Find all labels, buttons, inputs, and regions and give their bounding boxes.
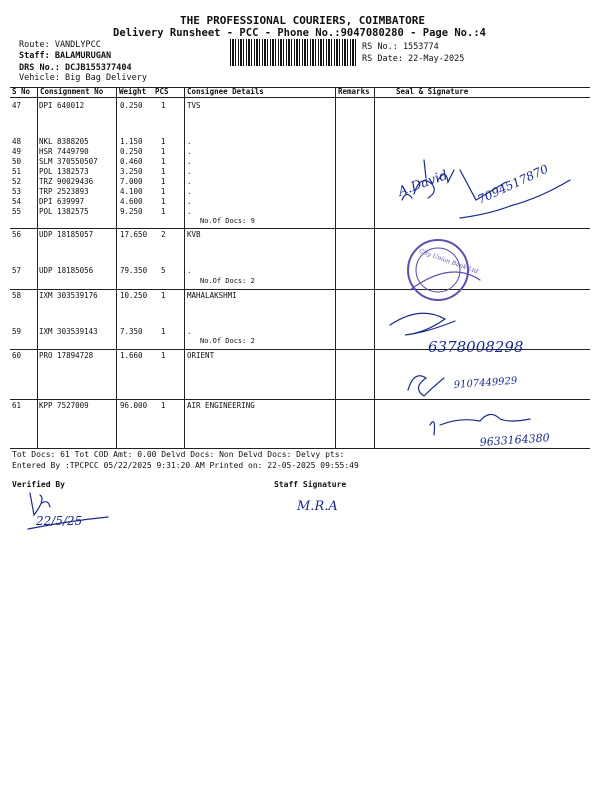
- row-pcs: 5: [161, 266, 166, 275]
- docs-count: No.Of Docs: 2: [200, 277, 255, 285]
- row-pcs: 1: [161, 157, 166, 166]
- runsheet-subtitle: Delivery Runsheet - PCC - Phone No.:9047080280 - Page No.:4: [113, 27, 486, 39]
- docs-count: No.Of Docs: 2: [200, 337, 255, 345]
- row-consignment: DPI 640012: [39, 101, 85, 110]
- col-consignment: Consignment No: [40, 87, 104, 96]
- row-weight: 1.660: [120, 351, 143, 360]
- rs-date: RS Date: 22-May-2025: [362, 54, 465, 64]
- row-sno: 61: [12, 401, 22, 410]
- row-pcs: 1: [161, 401, 166, 410]
- svg-text:6378008298: 6378008298: [428, 338, 524, 356]
- row-pcs: 1: [161, 207, 166, 216]
- consignee-name: MAHALAKSHMI: [187, 291, 237, 300]
- row-consignment: NKL 8388205: [39, 137, 89, 146]
- company-title: THE PROFESSIONAL COURIERS, COIMBATORE: [180, 14, 426, 27]
- row-weight: 7.000: [120, 177, 143, 186]
- totals-line: Tot Docs: 61 Tot COD Amt: 0.00 Delvd Docs: Non Delvd Docs: Delvy pts:: [12, 450, 345, 459]
- row-consignment: HSR 7449790: [39, 147, 89, 156]
- row-consignment: POL 1382573: [39, 167, 89, 176]
- row-consignment: IXM 303539143: [39, 327, 98, 336]
- consignee-name: AIR ENGINEERING: [187, 401, 255, 410]
- row-sno: 59: [12, 327, 22, 336]
- col-consignee: Consignee Details: [187, 87, 264, 96]
- consignee-name: TVS: [187, 101, 201, 110]
- row-pcs: 1: [161, 327, 166, 336]
- row-weight: 96.000: [120, 401, 148, 410]
- row-pcs: 2: [161, 230, 166, 239]
- row-weight: 79.350: [120, 266, 148, 275]
- row-consignment: KPP 7527009: [39, 401, 89, 410]
- row-consignment: UDP 18185057: [39, 230, 94, 239]
- route-label: Route: VANDLYPCC: [19, 40, 101, 50]
- row-consignee-mark: .: [187, 187, 192, 196]
- row-sno: 50: [12, 157, 22, 166]
- svg-text:22/5/25: 22/5/25: [36, 514, 83, 528]
- svg-text:9107449929: 9107449929: [453, 375, 518, 391]
- barcode: [230, 39, 356, 66]
- row-pcs: 1: [161, 147, 166, 156]
- row-consignment: PRO 17894728: [39, 351, 94, 360]
- row-consignee-mark: .: [187, 266, 192, 275]
- row-pcs: 1: [161, 291, 166, 300]
- staff-signature: [295, 490, 365, 520]
- row-consignee-mark: .: [187, 167, 192, 176]
- consignee-name: ORIENT: [187, 351, 215, 360]
- row-weight: 0.460: [120, 157, 143, 166]
- col-weight: Weight: [119, 87, 147, 96]
- svg-text:7094517870: 7094517870: [475, 161, 551, 207]
- row-weight: 0.250: [120, 147, 143, 156]
- row-pcs: 1: [161, 351, 166, 360]
- row-consignment: TRZ 90029436: [39, 177, 94, 186]
- row-weight: 0.250: [120, 101, 143, 110]
- rs-number: RS No.: 1553774: [362, 42, 439, 52]
- entered-by-line: Entered By :TPCPCC 05/22/2025 9:31:20 AM Printed on: 22-05-2025 09:55:49: [12, 461, 359, 470]
- row-weight: 4.100: [120, 187, 143, 196]
- row-sno: 60: [12, 351, 22, 360]
- row-consignee-mark: .: [187, 177, 192, 186]
- row-sno: 56: [12, 230, 22, 239]
- svg-text:9633164380: 9633164380: [479, 431, 551, 449]
- row-pcs: 1: [161, 197, 166, 206]
- row-sno: 55: [12, 207, 22, 216]
- row-sno: 54: [12, 197, 22, 206]
- col-remarks: Remarks: [338, 87, 370, 96]
- row-weight: 3.250: [120, 167, 143, 176]
- col-seal-signature: Seal & Signature: [396, 87, 469, 96]
- svg-text:M.R.A: M.R.A: [297, 499, 338, 514]
- row-consignment: POL 1382575: [39, 207, 89, 216]
- row-weight: 9.250: [120, 207, 143, 216]
- row-weight: 7.350: [120, 327, 143, 336]
- row-consignment: UDP 18185056: [39, 266, 94, 275]
- row-consignment: TRP 2523893: [39, 187, 89, 196]
- row-consignee-mark: .: [187, 147, 192, 156]
- row-sno: 49: [12, 147, 22, 156]
- col-sno: S No: [12, 87, 31, 96]
- row-weight: 4.600: [120, 197, 143, 206]
- row-pcs: 1: [161, 137, 166, 146]
- row-weight: 17.650: [120, 230, 148, 239]
- row-consignee-mark: .: [187, 197, 192, 206]
- row-sno: 47: [12, 101, 22, 110]
- row-consignment: DPI 639997: [39, 197, 85, 206]
- row-consignee-mark: .: [187, 207, 192, 216]
- row-sno: 58: [12, 291, 22, 300]
- drs-label: DRS No.: DCJB155377404: [19, 63, 132, 73]
- verified-signature: [20, 485, 140, 535]
- vehicle-label: Vehicle: Big Bag Delivery: [19, 73, 147, 83]
- row-sno: 52: [12, 177, 22, 186]
- row-consignee-mark: .: [187, 157, 192, 166]
- row-sno: 48: [12, 137, 22, 146]
- row-sno: 53: [12, 187, 22, 196]
- row-consignee-mark: .: [187, 327, 192, 336]
- staff-signature-label: Staff Signature: [274, 480, 347, 489]
- row-sno: 51: [12, 167, 22, 176]
- row-sno: 57: [12, 266, 22, 275]
- row-pcs: 1: [161, 187, 166, 196]
- svg-text:A.David: A.David: [396, 168, 450, 200]
- row-pcs: 1: [161, 177, 166, 186]
- col-pcs: PCS: [155, 87, 169, 96]
- staff-label: Staff: BALAMURUGAN: [19, 51, 112, 61]
- row-consignment: SLM 370550507: [39, 157, 98, 166]
- bank-stamp: [408, 240, 481, 300]
- handwritten-signatures: [380, 120, 590, 450]
- row-consignee-mark: .: [187, 137, 192, 146]
- row-pcs: 1: [161, 167, 166, 176]
- svg-text:City Union Bank Ltd.: City Union Bank Ltd.: [418, 247, 481, 277]
- row-consignment: IXM 303539176: [39, 291, 98, 300]
- verified-by-label: Verified By: [12, 480, 65, 489]
- row-weight: 1.150: [120, 137, 143, 146]
- row-pcs: 1: [161, 101, 166, 110]
- consignee-name: KVB: [187, 230, 201, 239]
- row-weight: 10.250: [120, 291, 148, 300]
- docs-count: No.Of Docs: 9: [200, 217, 255, 225]
